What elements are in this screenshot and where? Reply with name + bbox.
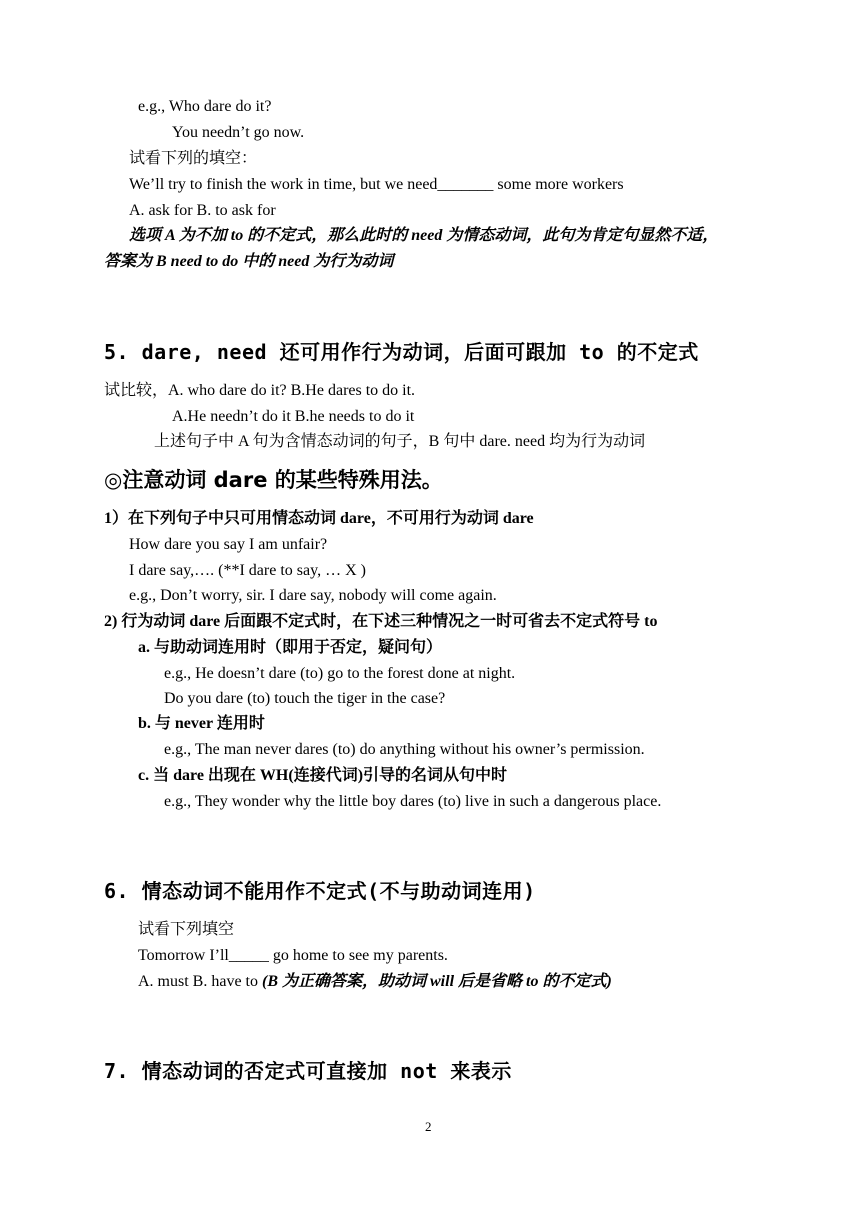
exercise-sentence: We’ll try to finish the work in time, but we need_______ some more workers <box>129 176 624 193</box>
compare-line: 试比较，A. who dare do it? B.He dares to do it. <box>104 382 416 399</box>
point-1: 1）在下列句子中只可用情态动词 dare，不可用行为动词 dare <box>104 510 534 527</box>
notice-heading: ◎注意动词 dare 的某些特殊用法。 <box>104 468 443 492</box>
explanation-line: 上述句子中 A 句为含情态动词的句子，B 句中 dare. need 均为行为动词 <box>154 433 646 450</box>
page-number: 2 <box>425 1119 432 1134</box>
example-line: e.g., Who dare do it? <box>138 98 272 115</box>
example-line: Do you dare (to) touch the tiger in the case? <box>164 690 446 707</box>
exercise-options <box>138 972 612 992</box>
exercise-options: A. ask for B. to ask for <box>129 202 276 219</box>
answer-note: 选项 A 为不加 to 的不定式，那么此时的 need 为情态动词，此句为肯定句显然不适， <box>129 227 719 244</box>
point-2: 2) 行为动词 dare 后面跟不定式时，在下述三种情况之一时可省去不定式符号 to <box>104 613 658 630</box>
exercise-sentence: Tomorrow I’ll_____ go home to see my parents. <box>138 947 448 964</box>
section-6-heading: 6. 情态动词不能用作不定式(不与助动词连用) <box>104 879 536 903</box>
answer-note: (B 为正确答案，助动词 will 后是省略 to 的不定式) <box>262 973 612 990</box>
example-line: e.g., The man never dares (to) do anything without his owner’s permission. <box>164 741 645 758</box>
section-5-heading: 5. dare, need 还可用作行为动词，后面可跟加 to 的不定式 <box>104 340 699 364</box>
compare-line: A.He needn’t do it B.he needs to do it <box>172 408 415 425</box>
case-a-label: a. 与助动词连用时（即用于否定，疑问句） <box>138 639 443 656</box>
section-7-heading: 7. 情态动词的否定式可直接加 not 来表示 <box>104 1059 512 1083</box>
example-line: e.g., He doesn’t dare (to) go to the forest done at night. <box>164 665 516 682</box>
exercise-intro: 试看下列填空 <box>138 921 235 938</box>
example-line: e.g., Don’t worry, sir. I dare say, nobody will come again. <box>129 587 497 604</box>
answer-note: 答案为 B need to do 中的 need 为行为动词 <box>104 253 394 270</box>
options-text: A. must B. have to <box>138 973 262 990</box>
example-line: You needn’t go now. <box>172 124 305 141</box>
case-c-label: c. 当 dare 出现在 WH(连接代词)引导的名词从句中时 <box>138 767 508 784</box>
example-line: I dare say,…. (**I dare to say, … X ) <box>129 562 366 579</box>
example-line: How dare you say I am unfair? <box>129 536 328 553</box>
example-line: e.g., They wonder why the little boy dares (to) live in such a dangerous place. <box>164 793 662 810</box>
exercise-intro: 试看下列的填空： <box>129 150 258 167</box>
case-b-label: b. 与 never 连用时 <box>138 715 265 732</box>
